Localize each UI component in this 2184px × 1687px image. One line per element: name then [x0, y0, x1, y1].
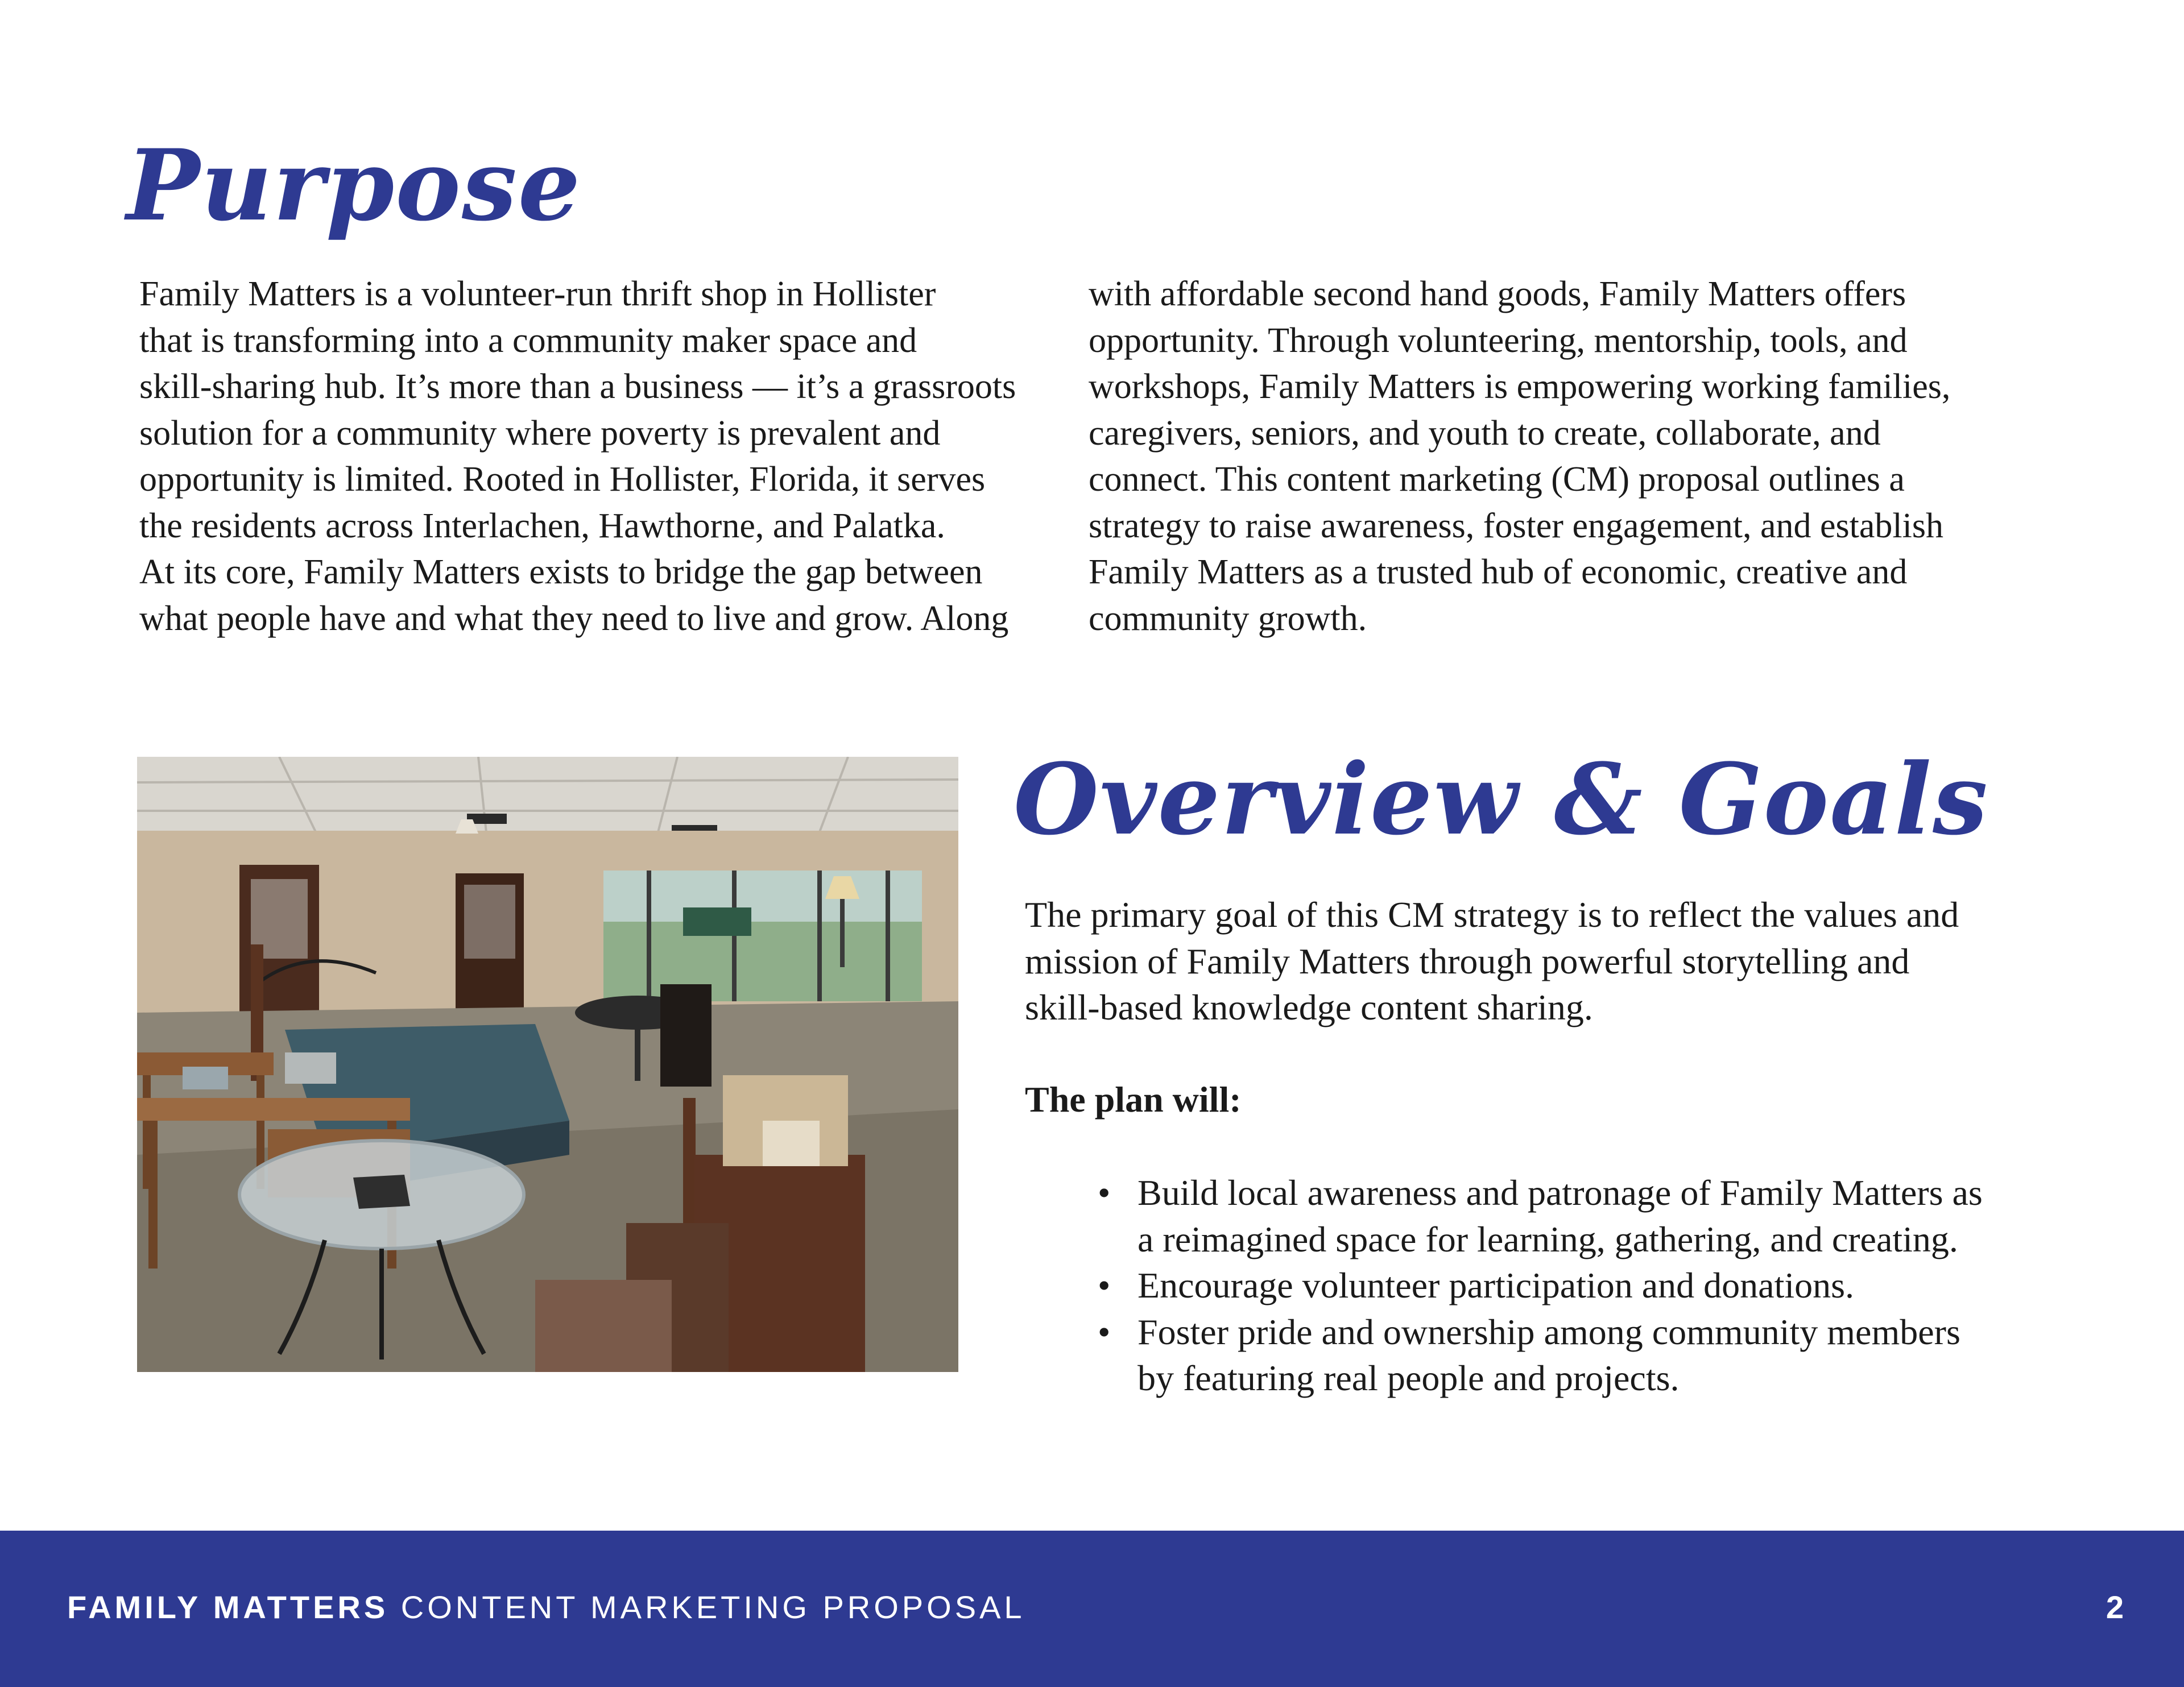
text-line: At its core, Family Matters exists to bridge the gap between	[139, 553, 983, 591]
text-line: opportunity is limited. Rooted in Hollister, Florida, it serves	[139, 460, 986, 499]
goals-list	[1098, 1170, 1983, 1402]
purpose-heading: Purpose	[126, 127, 582, 243]
overview-goals-heading: Overview & Goals	[1014, 741, 1989, 857]
text-line: what people have and what they need to live and grow. Along	[139, 599, 1009, 638]
overview-intro-paragraph	[1025, 892, 1959, 1031]
text-line: the residents across Interlachen, Hawthorne, and Palatka.	[139, 506, 945, 545]
bullet: •	[1098, 1172, 1111, 1213]
text-line: opportunity. Through volunteering, mentorship, tools, and	[1089, 321, 1908, 360]
text-line: skill-sharing hub. It’s more than a business — it’s a grassroots	[139, 367, 1016, 406]
text-line: Family Matters as a trusted hub of economic, creative and	[1089, 553, 1908, 591]
bullet: •	[1098, 1311, 1111, 1352]
purpose-paragraph-column-1	[139, 271, 1049, 642]
text-line: a reimagined space for learning, gathering, and creating.	[1138, 1218, 1958, 1259]
page-number: 2	[2106, 1589, 2124, 1625]
text-line: community growth.	[1089, 599, 1367, 638]
text-line: with affordable second hand goods, Family Matters offers	[1089, 275, 1906, 313]
plan-label: The plan will:	[1025, 1079, 1242, 1120]
footer-brand: FAMILY MATTERS	[67, 1589, 389, 1625]
thrift-shop-interior-photo	[137, 757, 958, 1372]
list-item	[1098, 1262, 1983, 1309]
text-line: Build local awareness and patronage of Family Matters as	[1138, 1172, 1983, 1213]
list-item	[1098, 1170, 1983, 1262]
list-item	[1098, 1309, 1983, 1402]
text-line: Foster pride and ownership among community members	[1138, 1311, 1960, 1352]
text-line: caregivers, seniors, and youth to create, collaborate, and	[1089, 413, 1881, 453]
text-line: solution for a community where poverty is prevalent and	[139, 413, 941, 453]
text-line: strategy to raise awareness, foster engagement, and establish	[1089, 506, 1943, 545]
text-line: mission of Family Matters through powerful storytelling and	[1025, 940, 1910, 981]
bullet: •	[1098, 1265, 1111, 1305]
footer-title	[67, 1589, 1025, 1626]
text-line: by featuring real people and projects.	[1138, 1358, 1680, 1398]
text-line: that is transforming into a community maker space and	[139, 321, 917, 360]
footer-subtitle: CONTENT MARKETING PROPOSAL	[388, 1589, 1025, 1625]
footer-band	[0, 1531, 2184, 1687]
text-line: workshops, Family Matters is empowering working families,	[1089, 367, 1951, 406]
text-line: Family Matters is a volunteer-run thrift shop in Hollister	[139, 275, 936, 313]
text-line: connect. This content marketing (CM) proposal outlines a	[1089, 460, 1905, 499]
text-line: The primary goal of this CM strategy is to reflect the values and	[1025, 894, 1959, 935]
text-line: skill-based knowledge content sharing.	[1025, 987, 1593, 1027]
text-line: Encourage volunteer participation and donations.	[1138, 1265, 1855, 1305]
purpose-paragraph-column-2	[1089, 271, 1999, 642]
